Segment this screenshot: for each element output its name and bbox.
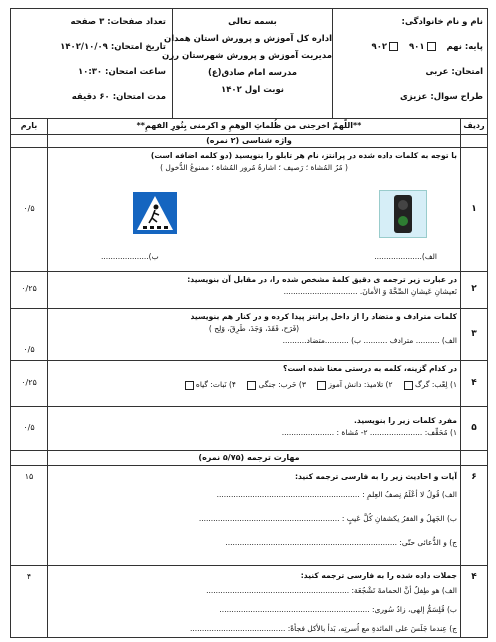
city-office: مدیریت آموزش و پرورش شهرستان رزن [161, 51, 332, 61]
class-902-checkbox[interactable] [389, 42, 398, 51]
answer-line[interactable]: نَعیشانِ عَیشانِ الصِّحَّةَ وَ الأمانَ. ............................... [283, 287, 457, 296]
exam-time: ساعت امتحان: ۱۰:۳۰ [77, 67, 166, 77]
row-label: ردیف [460, 118, 487, 134]
traffic-light-sign [379, 190, 427, 238]
designer-label: طراح سوال: عزیزی [400, 92, 483, 102]
page-count: تعداد صفحات: ۳ صفحه [70, 17, 166, 27]
section-vocab: واژه شناسی (۲ نمره) [11, 135, 487, 148]
question-text: آیات و احادیث زیر را به فارسی ترجمه کنید: [294, 472, 457, 481]
pedestrian-crossing-icon [131, 190, 179, 236]
answer-line[interactable]: ۱) مُحَقِّف: ...................... ۲- مُشاة : ...................... [281, 428, 457, 437]
translation-c[interactable]: ج) عِندما جَلَسَ علی المائدةِ مع اُسرتِه، بَدأ بالأکل فجأةً: ........................................ [189, 624, 457, 633]
prayer-text: **اللّهمّ اخرجنی من ظُلماتِ الوهمِ و اکرمنی بِنُورِ الفهمِ** [136, 121, 362, 130]
question-7: ۴ ۴ جملات داده شده را به فارسی ترجمه کنید: الف) هو طِفلٌ أنَّ الحمامةَ تَشْجُعَة: ............................................................ ب) قُلِسَمُّ إلهی، زادُ سُوری: ............................................................... ج) عِندما جَلَسَ علی المائدةِ مع اُسرتِه، بَدأ بالأکل فجأةً: ........................................ [11, 566, 487, 638]
choice-3-checkbox[interactable] [247, 381, 256, 390]
student-info [332, 9, 487, 118]
section-translation: مهارت ترجمه (۵/۷۵ نمره) [11, 451, 487, 466]
school-name: مدرسه امام صادق(ع) [207, 68, 298, 78]
answer-b[interactable]: ب).................... [101, 252, 159, 261]
question-4: ۴ ۰/۲۵ در کدام گزینه، کلمه به درستی معنا شده است؟ ۱) لِعْب: گرگ ۲) تلامیذ: دانش آموز ۳) حَرب: جنگی ۴) نَبات: گیاه [11, 361, 487, 407]
question-text: با توجه به کلمات داده شده در پرانتز، نام هر تابلو را بنویسید (دو کلمه اضافه است) [150, 151, 457, 160]
name-label: نام و نام خانوادگی: [401, 17, 483, 27]
grade-line: پایه: نهم ۹۰۱ ۹۰۲ [371, 42, 483, 52]
class-901-checkbox[interactable] [427, 42, 436, 51]
exam-duration: مدت امتحان: ۶۰ دقیقه [71, 92, 166, 102]
question-5: ۵ ۰/۵ مفرد کلمات زیر را بنویسید. ۱) مُحَقِّف: ...................... ۲- مُشاة : ...................... [11, 407, 487, 451]
question-text: در کدام گزینه، کلمه به درستی معنا شده است؟ [283, 364, 457, 373]
word-options: (فَرَح، فَقَدَ، وَجَدَ، طَرِقَ، وَلِح ) [208, 324, 300, 333]
prayer-row [11, 118, 487, 135]
translation-c[interactable]: ج) و الدُّعائی حتّی: ........................................................................ [225, 538, 457, 547]
exam-sheet [10, 8, 488, 638]
word-options: ( مُرُ المُشاة ؛ رَصیف ؛ اشارةُ مُرور المُشاة ؛ ممنوعُ الدُّخول ) [160, 163, 348, 172]
translation-b[interactable]: ب) الجَهلُ و الفقرُ یکشفانِ کُلَّ عَیبٍ : ........................................................... [198, 514, 457, 523]
pedestrian-crossing-sign [131, 190, 179, 236]
question-text: کلمات مترادف و متضاد را از داخل پرانتز پیدا کرده و در کنار هم بنویسید [190, 312, 457, 321]
bismillah: بسمه تعالی [228, 17, 277, 27]
question-text: مفرد کلمات زیر را بنویسید. [353, 416, 457, 425]
choice-4-checkbox[interactable] [185, 381, 194, 390]
score-label: بارم [11, 118, 48, 134]
school-info [161, 9, 332, 118]
question-3: ۳ ۰/۵ کلمات مترادف و متضاد را از داخل پرانتز پیدا کرده و در کنار هم بنویسید (فَرَح، فَقَدَ، وَجَدَ، طَرِقَ، وَلِح ) الف) .......... مترادف .......... ب) ..........متضاد.......... [11, 309, 487, 361]
answer-line[interactable]: الف) .......... مترادف .......... ب) ..........متضاد.......... [282, 336, 457, 345]
traffic-light-icon [380, 191, 426, 237]
question-number: ۱ [460, 148, 487, 271]
question-text: جملات داده شده را به فارسی ترجمه کنید: [300, 571, 457, 580]
translation-a[interactable]: الف) هو طِفلٌ أنَّ الحمامةَ تَشْجُعَة: ............................................................ [206, 586, 457, 595]
question-text: در عبارت زیر ترجمه ی دقیق کلمهٔ مشخص شده را، در مقابل آن بنویسید: [187, 275, 457, 284]
choice-options: ۱) لِعْب: گرگ ۲) تلامیذ: دانش آموز ۳) حَرب: جنگی ۴) نَبات: گیاه [51, 379, 457, 391]
term-label: نوبت اول ۱۴۰۲ [221, 85, 284, 95]
exam-subject: امتحان: عربی [425, 67, 483, 77]
choice-1-checkbox[interactable] [404, 381, 413, 390]
choice-2-checkbox[interactable] [317, 381, 326, 390]
question-1 [11, 148, 487, 272]
question-2: ۲ ۰/۲۵ در عبارت زیر ترجمه ی دقیق کلمهٔ مشخص شده را، در مقابل آن بنویسید: نَعیشانِ عَیشانِ الصِّحَّةَ وَ الأمانَ. ............................... [11, 272, 487, 309]
answer-a[interactable]: الف).................... [374, 252, 437, 261]
exam-details [11, 9, 172, 118]
translation-b[interactable]: ب) قُلِسَمُّ إلهی، زادُ سُوری: ............................................................... [219, 605, 457, 614]
question-6: ۶ ۱۵ آیات و احادیث زیر را به فارسی ترجمه کنید: الف) قُولُ لا أعْلَمُ نِصفُ العِلمِ : ............................................................ ب) الجَهلُ و الفقرُ یکشفانِ کُلَّ عَیبٍ : ........................................................... ج) و الدُّعائی حتّی: ........................................................................ [11, 466, 487, 566]
question-score: ۰/۵ [11, 148, 48, 271]
province-office: اداره کل آموزش و پرورش استان همدان [163, 34, 332, 44]
translation-a[interactable]: الف) قُولُ لا أعْلَمُ نِصفُ العِلمِ : ............................................................ [216, 490, 457, 499]
exam-header [11, 9, 487, 119]
exam-date: تاریخ امتحان: ۱۴۰۲/۱۰/۰۹ [60, 42, 166, 52]
